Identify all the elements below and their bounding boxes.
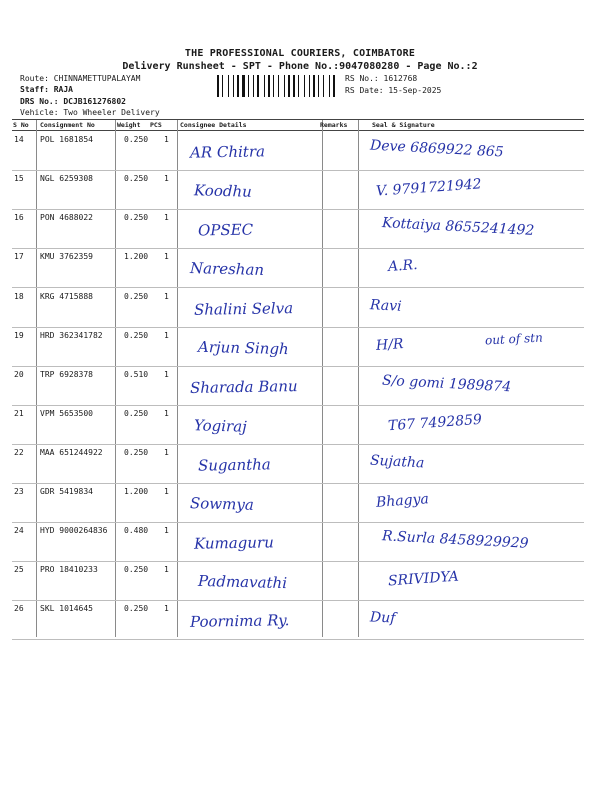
row-weight: 0.250 [124, 292, 149, 301]
barcode-bar [309, 75, 310, 97]
row-consignment-no: PON 4688022 [40, 213, 93, 222]
col-header-signature: Seal & Signature [372, 121, 435, 129]
row-pcs: 1 [164, 252, 169, 261]
barcode-bar [233, 75, 234, 97]
row-pcs: 1 [164, 174, 169, 183]
row-seal-signature: A.R. [387, 256, 419, 276]
row-sno: 21 [14, 409, 24, 418]
col-header-remarks: Remarks [320, 121, 348, 129]
barcode-bar [257, 75, 259, 97]
row-sno: 17 [14, 252, 24, 261]
row-seal-signature: Kottaiya 8655241492 [381, 215, 535, 239]
barcode-bar [323, 75, 324, 97]
row-pcs: 1 [164, 409, 169, 418]
row-divider [12, 639, 584, 640]
row-consignee-signature: Kumaguru [193, 533, 274, 553]
row-pcs: 1 [164, 331, 169, 340]
col-divider [115, 120, 116, 637]
row-sno: 20 [14, 370, 24, 379]
barcode-bar [217, 75, 219, 97]
row-pcs: 1 [164, 604, 169, 613]
row-seal-signature: Ravi [369, 297, 403, 315]
row-weight: 0.510 [124, 370, 149, 379]
col-header-consignment: Consignment No [40, 121, 95, 129]
row-sno: 19 [14, 331, 24, 340]
row-consignment-no: KRG 4715888 [40, 292, 93, 301]
barcode-bar [268, 75, 270, 97]
barcode-bar [228, 75, 229, 97]
barcode-bar [313, 75, 315, 97]
row-divider [12, 405, 584, 406]
row-consignment-no: KMU 3762359 [40, 252, 93, 261]
row-consignment-no: HYD 9000264836 [40, 526, 108, 535]
row-pcs: 1 [164, 292, 169, 301]
row-consignment-no: SKL 1014645 [40, 604, 93, 613]
table-top-border [12, 119, 584, 120]
row-divider [12, 209, 584, 210]
row-weight: 1.200 [124, 252, 149, 261]
barcode-bar [288, 75, 290, 97]
barcode-bar [318, 75, 319, 97]
row-weight: 0.250 [124, 409, 149, 418]
row-sno: 15 [14, 174, 24, 183]
barcode-bar [264, 75, 265, 97]
row-seal-signature: V. 9791721942 [375, 176, 483, 200]
row-pcs: 1 [164, 526, 169, 535]
row-sno: 25 [14, 565, 24, 574]
row-divider [12, 483, 584, 484]
col-header-consignee: Consignee Details [180, 121, 247, 129]
col-header-sno: S No [13, 121, 29, 129]
col-divider [36, 120, 37, 637]
row-consignment-no: PRO 18410233 [40, 565, 98, 574]
row-divider [12, 248, 584, 249]
row-consignee-signature: AR Chitra [189, 142, 266, 162]
row-seal-signature: SRIVIDYA [387, 568, 460, 590]
rs-number: RS No.: 1612768 [345, 74, 418, 83]
row-pcs: 1 [164, 487, 169, 496]
barcode [217, 75, 341, 97]
row-consignment-no: MAA 651244922 [40, 448, 103, 457]
row-weight: 0.480 [124, 526, 149, 535]
document-title: THE PROFESSIONAL COURIERS, COIMBATORE [184, 48, 416, 59]
drs-number: DRS No.: DCJB161276802 [20, 97, 126, 106]
row-sno: 18 [14, 292, 24, 301]
rs-date: RS Date: 15-Sep-2025 [345, 86, 442, 95]
row-seal-signature: Duf [369, 609, 396, 627]
row-consignee-signature: Koodhu [193, 181, 253, 201]
row-consignee-signature: Padmavathi [197, 571, 288, 593]
row-divider [12, 561, 584, 562]
col-divider [322, 120, 323, 637]
barcode-bar [253, 75, 254, 97]
row-consignee-signature: Arjun Singh [197, 337, 289, 359]
col-divider [177, 120, 178, 637]
row-seal-signature: Bhagya [375, 491, 430, 511]
barcode-bar [333, 75, 335, 97]
row-weight: 0.250 [124, 331, 149, 340]
row-pcs: 1 [164, 448, 169, 457]
row-seal-signature: T67 7492859 [387, 411, 483, 435]
row-sno: 16 [14, 213, 24, 222]
route-label: Route: CHINNAMETTUPALAYAM [20, 74, 141, 83]
row-pcs: 1 [164, 565, 169, 574]
row-pcs: 1 [164, 135, 169, 144]
row-pcs: 1 [164, 213, 169, 222]
row-consignee-signature: Sharada Banu [189, 377, 298, 397]
row-consignment-no: NGL 6259308 [40, 174, 93, 183]
row-seal-signature: R.Surla 8458929929 [381, 528, 529, 552]
col-divider [358, 120, 359, 637]
row-consignee-signature: OPSEC [197, 220, 254, 240]
row-consignment-no: GDR 5419834 [40, 487, 93, 496]
row-remark-note: out of stn [484, 330, 544, 348]
table-header-border [12, 130, 584, 131]
vehicle-label: Vehicle: Two Wheeler Delivery [20, 108, 160, 117]
row-consignment-no: TRP 6928378 [40, 370, 93, 379]
row-seal-signature: Sujatha [369, 452, 425, 472]
col-header-weight: Weight [117, 121, 141, 129]
row-consignee-signature: Nareshan [189, 259, 265, 279]
row-sno: 26 [14, 604, 24, 613]
row-divider [12, 287, 584, 288]
row-consignee-signature: Poornima Ry. [189, 611, 290, 631]
row-consignment-no: POL 1681854 [40, 135, 93, 144]
row-consignee-signature: Shalini Selva [193, 299, 294, 319]
row-divider [12, 327, 584, 328]
row-weight: 0.250 [124, 213, 149, 222]
barcode-bar [278, 75, 279, 97]
barcode-bar [273, 75, 274, 97]
row-weight: 0.250 [124, 565, 149, 574]
barcode-bar [242, 75, 245, 97]
col-header-pcs: PCS [150, 121, 162, 129]
staff-label: Staff: RAJA [20, 85, 73, 94]
row-sno: 23 [14, 487, 24, 496]
row-weight: 1.200 [124, 487, 149, 496]
barcode-bar [329, 75, 330, 97]
row-weight: 0.250 [124, 135, 149, 144]
row-sno: 22 [14, 448, 24, 457]
row-consignee-signature: Yogiraj [193, 416, 248, 436]
row-weight: 0.250 [124, 174, 149, 183]
row-seal-signature: S/o gomi 1989874 [381, 372, 512, 396]
row-divider [12, 600, 584, 601]
row-sno: 14 [14, 135, 24, 144]
row-consignment-no: HRD 362341782 [40, 331, 103, 340]
row-seal-signature: H/R [375, 336, 404, 354]
row-pcs: 1 [164, 370, 169, 379]
row-seal-signature: Deve 6869922 865 [369, 137, 505, 161]
row-weight: 0.250 [124, 604, 149, 613]
row-consignment-no: VPM 5653500 [40, 409, 93, 418]
document-subtitle: Delivery Runsheet - SPT - Phone No.:9047080280 - Page No.:2 [122, 61, 478, 72]
row-divider [12, 444, 584, 445]
barcode-bar [293, 75, 295, 97]
barcode-bar [298, 75, 299, 97]
barcode-bar [237, 75, 239, 97]
barcode-bar [222, 75, 223, 97]
row-consignee-signature: Sugantha [197, 455, 271, 475]
row-divider [12, 366, 584, 367]
row-weight: 0.250 [124, 448, 149, 457]
row-divider [12, 170, 584, 171]
barcode-bar [284, 75, 285, 97]
row-divider [12, 522, 584, 523]
row-sno: 24 [14, 526, 24, 535]
barcode-bar [248, 75, 249, 97]
barcode-bar [304, 75, 305, 97]
row-consignee-signature: Sowmya [189, 494, 255, 514]
